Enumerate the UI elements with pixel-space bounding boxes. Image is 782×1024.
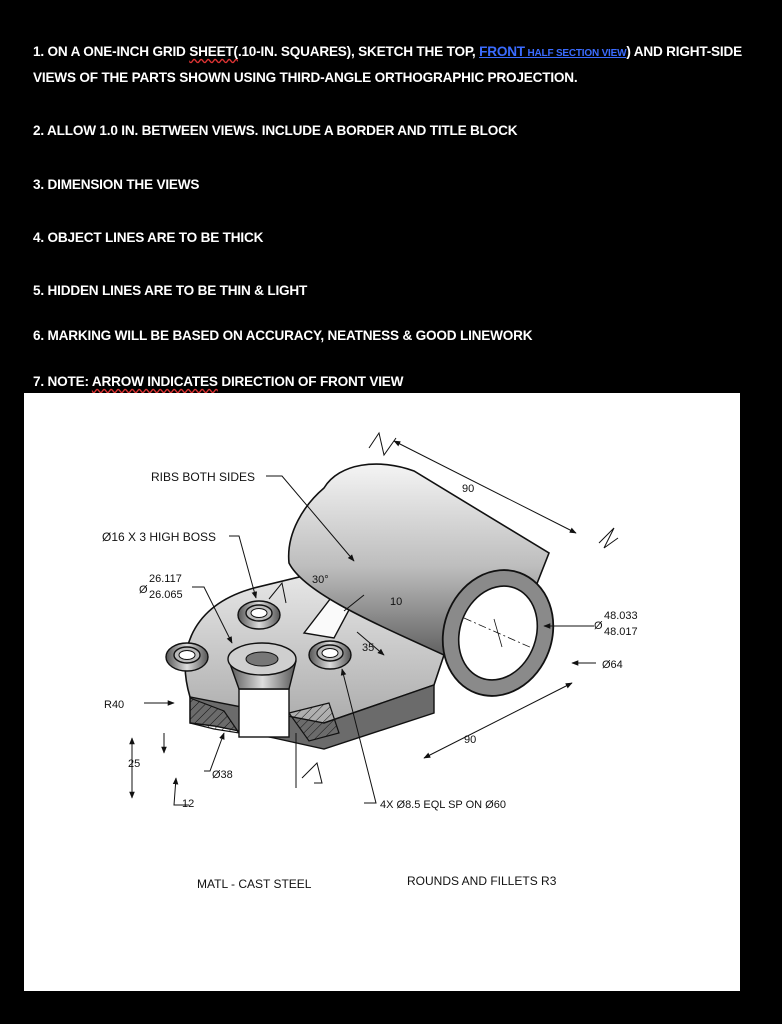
instruction-7-text-a: 7. NOTE: (33, 374, 92, 389)
dia38-label: Ø38 (212, 769, 233, 781)
thirty-five-label: 35 (362, 642, 375, 654)
instruction-7-arrow-indicates: ARROW INDICATES (91, 374, 218, 389)
center-boss (228, 643, 296, 689)
r40-label: R40 (104, 699, 125, 711)
holes-note: 4X Ø8.5 EQL SP ON Ø60 (380, 799, 506, 811)
outer-dia-label: Ø64 (602, 659, 623, 671)
boss-left (166, 643, 208, 671)
instruction-2: 2. ALLOW 1.0 IN. BETWEEN VIEWS. INCLUDE A BORDER AND TITLE BLOCK (33, 123, 518, 138)
instruction-3: 3. DIMENSION THE VIEWS (33, 177, 200, 192)
instruction-1-text-c: ) AND RIGHT-SIDE (626, 44, 742, 59)
half-section-link-text[interactable]: HALF SECTION VIEW (524, 48, 627, 59)
ninety-top-label: 90 (462, 483, 475, 495)
ninety-bottom-label: 90 (464, 734, 477, 746)
instruction-6: 6. MARKING WILL BE BASED ON ACCURACY, NEATNESS & GOOD LINEWORK (33, 328, 533, 343)
hole-lower-tol: 48.017 (604, 626, 638, 638)
rounds-note: ROUNDS AND FILLETS R3 (407, 874, 557, 888)
bore-dia-symbol: Ø (139, 584, 148, 596)
instruction-7-text-b: DIRECTION OF FRONT VIEW (217, 374, 404, 389)
hole-dia-symbol: Ø (594, 620, 603, 632)
instruction-7 (33, 374, 403, 389)
front-link-text[interactable]: FRONT (479, 44, 525, 59)
boss-right (309, 641, 351, 669)
material-note: MATL - CAST STEEL (197, 877, 312, 891)
angle-label: 30° (312, 574, 329, 586)
instruction-1-text-b: .10-IN. SQUARES), SKETCH THE TOP, (237, 44, 480, 59)
boss-top (238, 601, 280, 629)
twelve-label: 12 (182, 798, 195, 810)
hole-upper-tol: 48.033 (604, 610, 638, 622)
instruction-1-line-2: VIEWS OF THE PARTS SHOWN USING THIRD-ANGLE ORTHOGRAPHIC PROJECTION. (33, 70, 578, 85)
front-half-section-link[interactable] (479, 44, 626, 59)
drawing-panel (24, 393, 740, 991)
instruction-1-text-a: 1. ON A ONE-INCH GRID (33, 44, 190, 59)
instruction-1-sheet: SHEET( (189, 44, 238, 59)
ribs-label: RIBS BOTH SIDES (151, 470, 256, 484)
instruction-1-line-1 (33, 44, 742, 59)
instruction-5: 5. HIDDEN LINES ARE TO BE THIN & LIGHT (33, 283, 308, 298)
twenty-five-label: 25 (128, 758, 141, 770)
ten-label: 10 (390, 596, 403, 608)
instruction-4: 4. OBJECT LINES ARE TO BE THICK (33, 230, 264, 245)
isometric-part-drawing (24, 393, 740, 991)
bore-lower-tol: 26.065 (149, 589, 183, 601)
boss-label: Ø16 X 3 HIGH BOSS (102, 530, 217, 544)
bore-upper-tol: 26.117 (149, 573, 182, 585)
